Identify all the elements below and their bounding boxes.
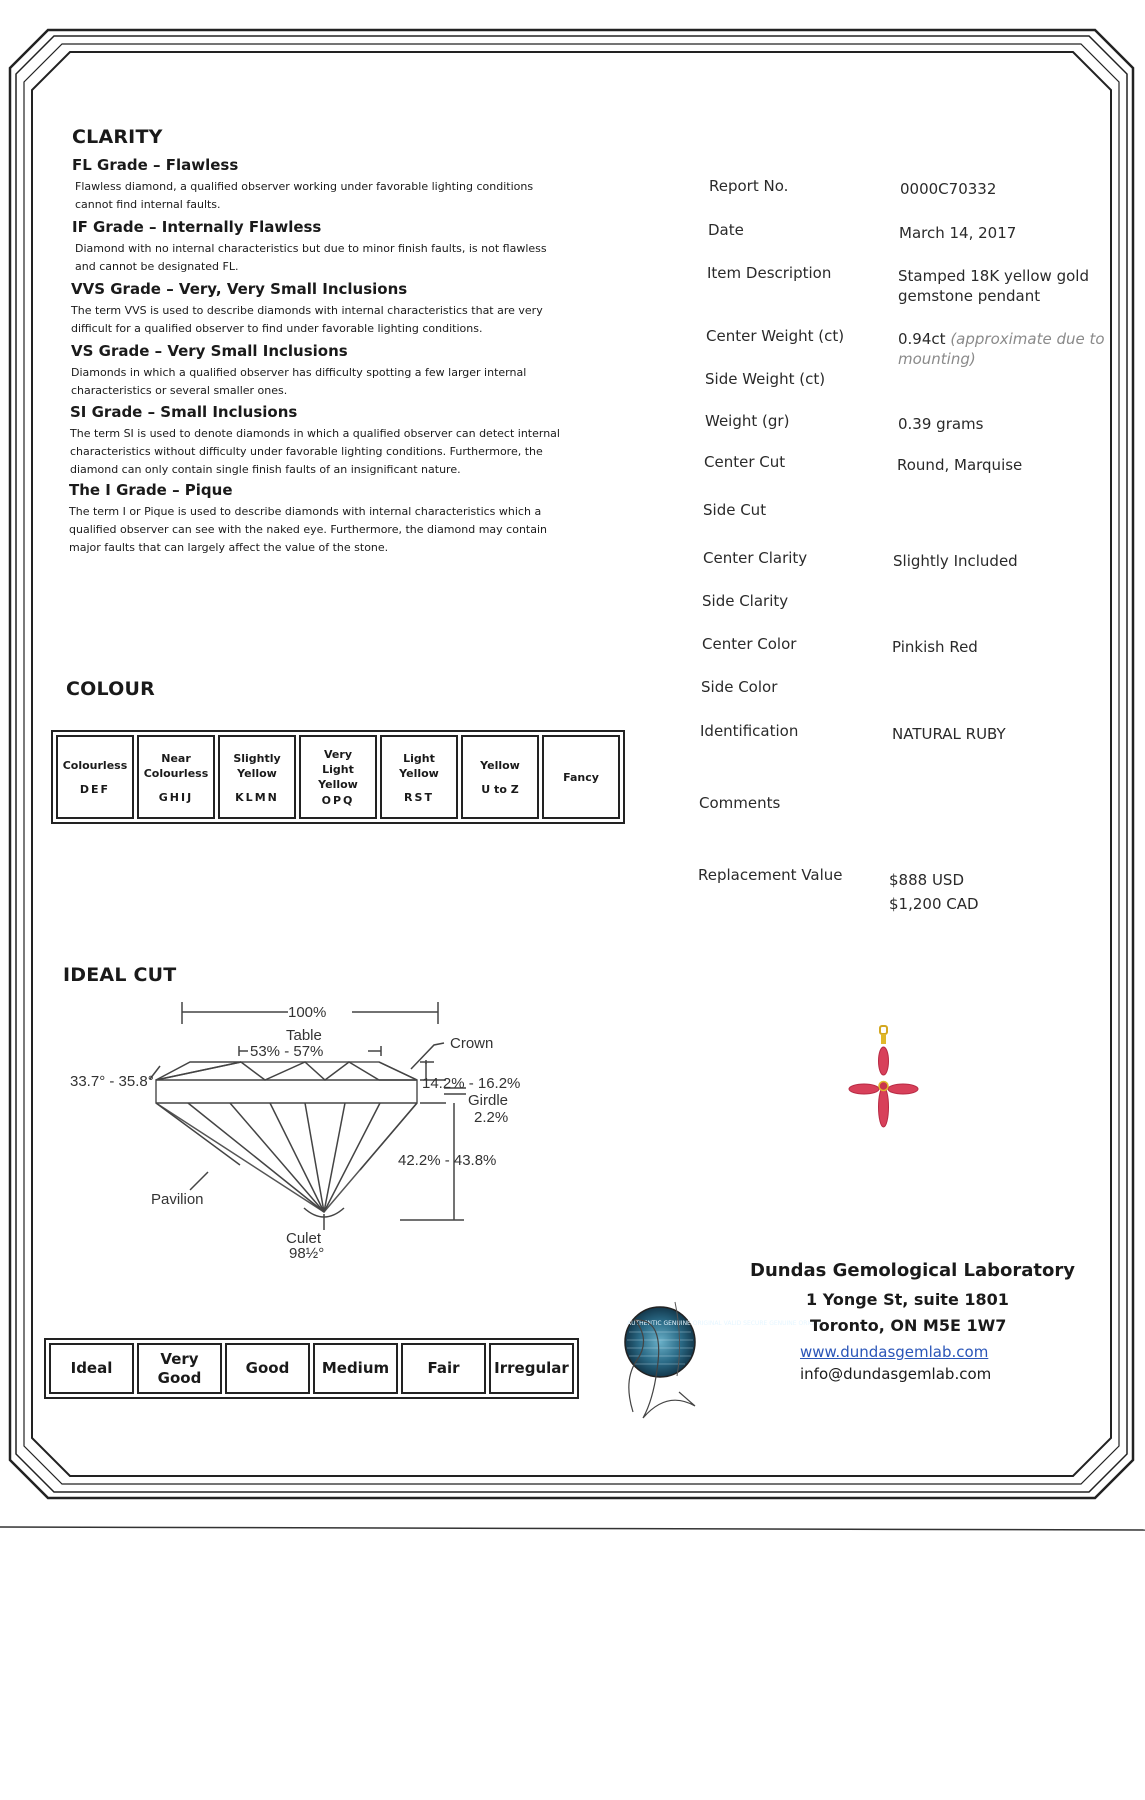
- value-replacement-value: [889, 868, 979, 916]
- grade-desc-line: Diamond with no internal characteristics but due to minor finish faults, is not flawless: [75, 242, 547, 255]
- label-center-weight: Center Weight (ct): [706, 327, 845, 345]
- grade-title: IF Grade – Internally Flawless: [72, 218, 322, 236]
- grade-desc-line: diamond can only contain single finish faults of an insignificant nature.: [70, 463, 461, 476]
- cut-grade-label: Very: [160, 1349, 199, 1368]
- grade-title: VS Grade – Very Small Inclusions: [71, 342, 348, 360]
- colour-cell-label: Light: [322, 763, 354, 776]
- grade-desc-line: The term I or Pique is used to describe diamonds with internal characteristics which a: [69, 505, 542, 518]
- replacement-cad: $1,200 CAD: [889, 895, 979, 913]
- diagram-pavilion-depth: 42.2% - 43.8%: [398, 1152, 497, 1169]
- grade-desc-line: major faults that can largely affect the value of the stone.: [69, 541, 389, 554]
- clarity-grade-if: [72, 218, 555, 276]
- label-side-weight: Side Weight (ct): [705, 370, 826, 388]
- diagram-width-pct: 100%: [288, 1004, 327, 1021]
- colour-cell-u-to-z: [461, 735, 539, 819]
- value-center-color: Pinkish Red: [892, 638, 978, 656]
- clarity-grade-fl: [72, 156, 555, 214]
- colour-cell-label: Yellow: [399, 766, 439, 780]
- grade-title: SI Grade – Small Inclusions: [70, 403, 298, 421]
- label-center-color: Center Color: [702, 635, 797, 653]
- colour-cell-code: OPQ: [321, 794, 355, 807]
- diagram-girdle-label: Girdle: [468, 1092, 509, 1109]
- diagram-culet-label: Culet: [286, 1230, 322, 1247]
- value-weight-gr: 0.39 grams: [898, 415, 984, 433]
- value-center-clarity: Slightly Included: [893, 552, 1018, 570]
- grade-description: [71, 302, 551, 338]
- label-center-clarity: Center Clarity: [703, 549, 808, 567]
- lab-website-link[interactable]: www.dundasgemlab.com: [800, 1343, 989, 1361]
- cut-grade-table: [44, 1338, 579, 1399]
- grade-description: [71, 364, 551, 400]
- label-comments: Comments: [699, 794, 781, 812]
- value-center-cut: Round, Marquise: [897, 456, 1023, 474]
- label-side-color: Side Color: [701, 678, 778, 696]
- grade-desc-line: characteristics or several smaller ones.: [71, 384, 288, 397]
- label-replacement-value: Replacement Value: [698, 866, 843, 884]
- ruby-pendant-image: [838, 1022, 928, 1152]
- ideal-cut-diagram: [60, 990, 560, 1280]
- cut-grade-label: Irregular: [494, 1359, 569, 1377]
- hologram-text: AUTHENTIC GENUINE ORIGINAL VALID SECURE GENUINE ORIGIN: [627, 1320, 821, 1327]
- label-side-clarity: Side Clarity: [702, 592, 789, 610]
- label-report-no: Report No.: [709, 177, 789, 195]
- cut-grade-label: Medium: [321, 1359, 390, 1377]
- grade-description: [69, 503, 569, 557]
- clarity-grade-i: [69, 481, 569, 557]
- colour-cell-code: DEF: [79, 783, 111, 796]
- cut-grade-very-good: [137, 1343, 222, 1394]
- colour-cell-label: Colourless: [62, 759, 128, 772]
- grade-description: [70, 425, 570, 479]
- diagram-crown-label: Crown: [450, 1035, 494, 1052]
- label-item-description: Item Description: [707, 264, 832, 282]
- label-center-cut: Center Cut: [704, 453, 786, 471]
- lab-address-line2: Toronto, ON M5E 1W7: [810, 1316, 1007, 1335]
- cut-grade-label: Ideal: [70, 1359, 113, 1377]
- colour-cell-code: U to Z: [481, 783, 519, 796]
- colour-cell-label: Light: [403, 751, 435, 765]
- colour-cell-label: Very: [324, 748, 352, 761]
- diagram-crown-height: 14.2% - 16.2%: [422, 1075, 521, 1092]
- colour-cell-label: Yellow: [237, 766, 277, 780]
- colour-cell-label: Yellow: [480, 759, 520, 772]
- value-line: Stamped 18K yellow gold: [898, 267, 1089, 285]
- grade-desc-line: qualified observer can see with the naked eye. Furthermore, the diamond may contain: [69, 523, 547, 536]
- grade-title: VVS Grade – Very, Very Small Inclusions: [71, 280, 408, 298]
- label-side-cut: Side Cut: [703, 501, 767, 519]
- cut-grade-label: Good: [245, 1359, 290, 1377]
- cut-grade-medium: [313, 1343, 398, 1394]
- hologram-seal: [605, 1280, 821, 1430]
- value-identification: NATURAL RUBY: [892, 725, 1006, 743]
- lab-email: info@dundasgemlab.com: [800, 1365, 992, 1383]
- cut-grade-good: [225, 1343, 310, 1394]
- cut-grade-irregular: [489, 1343, 574, 1394]
- colour-cell-code: KLMN: [235, 790, 279, 804]
- diagram-table-range: 53% - 57%: [250, 1043, 324, 1060]
- center-weight-note: mounting): [898, 350, 976, 368]
- clarity-heading: CLARITY: [72, 126, 163, 148]
- value-center-weight: [898, 329, 1118, 369]
- value-item-description: [898, 266, 1089, 306]
- clarity-grade-vvs: [71, 280, 551, 338]
- cut-grade-label: Fair: [427, 1359, 460, 1377]
- colour-cell-label: Slightly: [233, 751, 281, 765]
- colour-heading: COLOUR: [66, 678, 155, 700]
- grade-desc-line: characteristics without difficulty under favorable lighting conditions. Furthermore, the: [70, 445, 543, 458]
- replacement-usd: $888 USD: [889, 871, 964, 889]
- center-weight-note: (approximate due to: [950, 330, 1105, 348]
- grade-desc-line: and cannot be designated FL.: [75, 260, 239, 273]
- cut-grade-fair: [401, 1343, 486, 1394]
- ideal-cut-heading: IDEAL CUT: [63, 964, 177, 986]
- grade-description: [72, 178, 555, 214]
- colour-cell-klmn: [218, 735, 296, 819]
- grade-desc-line: The term VVS is used to describe diamonds with internal characteristics that are very: [71, 304, 543, 317]
- value-line: gemstone pendant: [898, 287, 1041, 305]
- colour-cell-code: RST: [404, 790, 434, 804]
- diagram-pavilion-label: Pavilion: [151, 1191, 204, 1208]
- cut-grade-ideal: [49, 1343, 134, 1394]
- grade-desc-line: difficult for a qualified observer to find under favorable lighting conditions.: [71, 322, 483, 335]
- colour-cell-label: Colourless: [143, 766, 209, 780]
- grade-title: The I Grade – Pique: [69, 481, 233, 499]
- label-weight-gr: Weight (gr): [705, 412, 790, 430]
- colour-cell-def: [56, 735, 134, 819]
- grade-description: [72, 240, 555, 276]
- clarity-grade-si: [70, 403, 570, 479]
- colour-cell-label: Fancy: [563, 770, 599, 784]
- lab-name: Dundas Gemological Laboratory: [750, 1260, 1076, 1281]
- cut-grade-label: Good: [157, 1368, 202, 1387]
- colour-cell-ghij: [137, 735, 215, 819]
- colour-cell-rst: [380, 735, 458, 819]
- label-date: Date: [708, 221, 744, 239]
- grade-title: FL Grade – Flawless: [72, 156, 239, 174]
- label-identification: Identification: [700, 722, 799, 740]
- colour-cell-label: Near: [161, 751, 191, 765]
- diagram-girdle-value: 2.2%: [474, 1109, 509, 1126]
- diagram-culet-value: 98½°: [289, 1245, 325, 1262]
- center-weight-value: 0.94ct: [898, 330, 946, 348]
- diagram-table-label: Table: [286, 1027, 322, 1044]
- diagram-crown-angle: 33.7° - 35.8°: [70, 1073, 154, 1090]
- colour-cell-opq: [299, 735, 377, 819]
- grade-desc-line: Diamonds in which a qualified observer has difficulty spotting a few larger internal: [71, 366, 527, 379]
- grade-desc-line: Flawless diamond, a qualified observer working under favorable lighting conditions: [75, 180, 534, 193]
- colour-cell-code: GHIJ: [158, 790, 194, 804]
- colour-cell-label: Yellow: [318, 778, 358, 791]
- colour-cell-fancy: [542, 735, 620, 819]
- lab-address-line1: 1 Yonge St, suite 1801: [806, 1290, 1009, 1309]
- value-date: March 14, 2017: [899, 224, 1017, 242]
- value-report-no: 0000C70332: [900, 180, 997, 198]
- grade-desc-line: The term SI is used to denote diamonds in which a qualified observer can detect internal: [70, 427, 560, 440]
- colour-scale-table: [51, 730, 625, 824]
- grade-desc-line: cannot find internal faults.: [75, 198, 221, 211]
- clarity-grade-vs: [71, 342, 551, 400]
